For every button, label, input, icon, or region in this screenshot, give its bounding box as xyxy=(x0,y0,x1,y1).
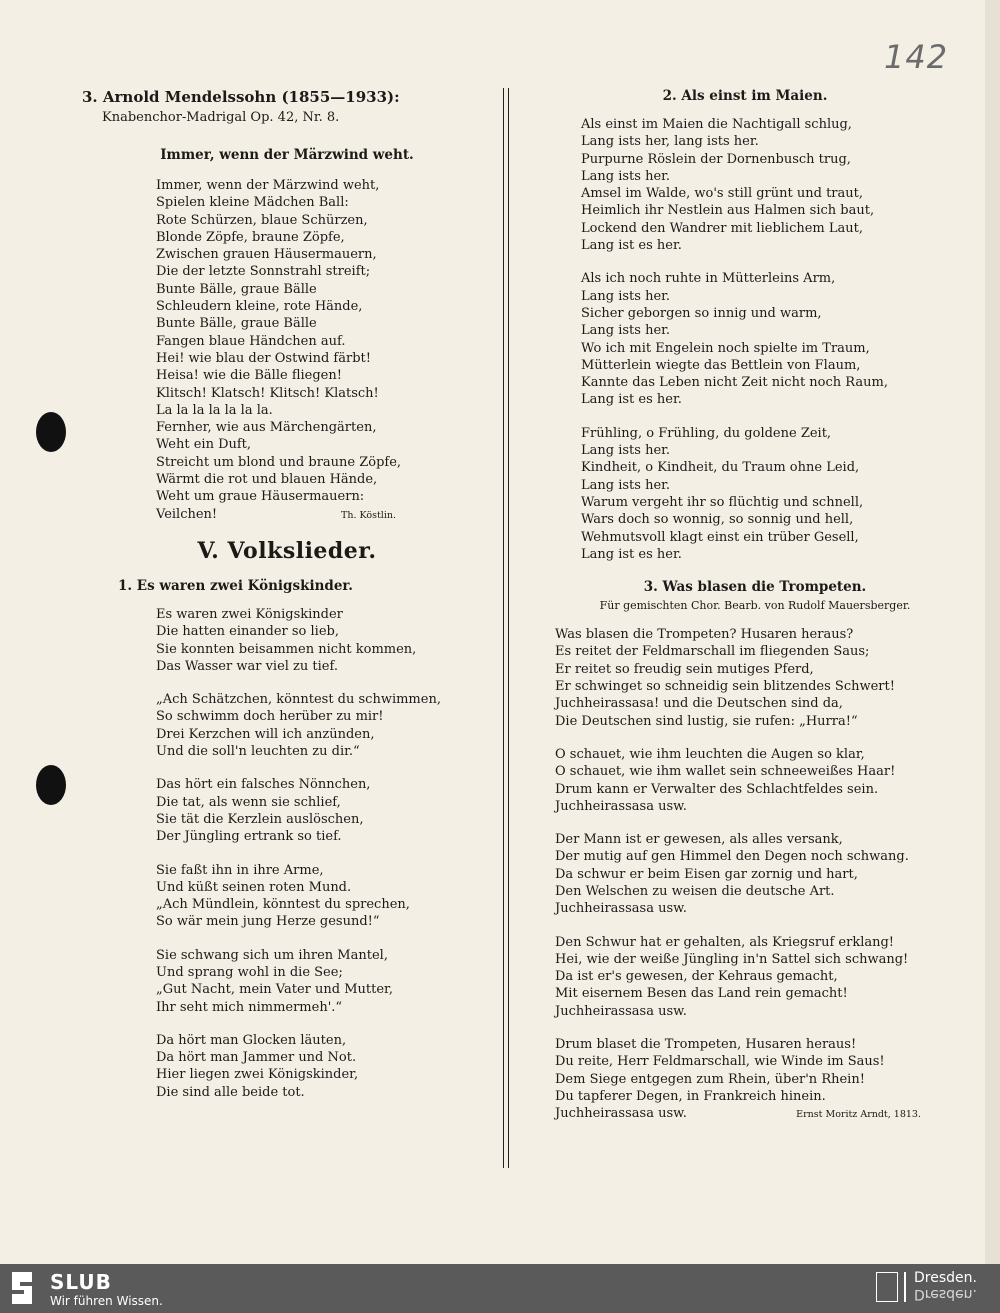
verse-line: Bunte Bälle, graue Bälle xyxy=(156,281,317,297)
verse-line: Sicher geborgen so innig und warm, xyxy=(581,305,822,321)
stanza xyxy=(555,746,955,815)
stanza xyxy=(555,626,955,730)
verse-line: Lang ist es her. xyxy=(581,238,682,254)
song-title: 1. Es waren zwei Königskinder. xyxy=(118,577,353,594)
city-crest-icon xyxy=(876,1272,898,1302)
page-edge xyxy=(985,0,1000,1264)
section-heading: V. Volkslieder. xyxy=(197,537,377,564)
right-column xyxy=(555,88,955,1124)
verse-line: Sie faßt ihn in ihre Arme, xyxy=(156,862,324,878)
footer-bar xyxy=(0,1264,1000,1313)
stanza xyxy=(581,116,955,254)
verse-line: Sie tät die Kerzlein auslöschen, xyxy=(156,811,364,827)
verse-line: Da hört man Jammer und Not. xyxy=(156,1050,357,1066)
verse-line: Lang ists her. xyxy=(581,323,671,339)
verse-line: „Ach Schätzchen, könntest du schwimmen, xyxy=(156,692,441,708)
verse-line: Den Schwur hat er gehalten, als Kriegsruf erklang! xyxy=(555,934,895,950)
stanza xyxy=(156,606,492,675)
punch-hole-bottom xyxy=(36,765,66,805)
verse-line: Hier liegen zwei Königskinder, xyxy=(156,1067,359,1083)
verse-line: Wehmutsvoll klagt einst ein trüber Gesell, xyxy=(581,529,859,545)
verse-line: Lang ists her. xyxy=(581,477,671,493)
verse-line: Warum vergeht ihr so flüchtig und schnell, xyxy=(581,494,864,510)
verse-line: Lang ists her, lang ists her. xyxy=(581,134,759,150)
verse-line: Spielen kleine Mädchen Ball: xyxy=(156,195,349,211)
verse-line: Du reite, Herr Feldmarschall, wie Winde im Saus! xyxy=(555,1054,885,1070)
verse-line: Juchheirassasa usw. xyxy=(555,1003,687,1019)
verse-line: Hei! wie blau der Ostwind färbt! xyxy=(156,350,371,366)
verse-line: Lang ist es her. xyxy=(581,392,682,408)
verse-line: Amsel im Walde, wo's still grünt und traut, xyxy=(581,186,863,202)
verse-line: Frühling, o Frühling, du goldene Zeit, xyxy=(581,425,832,441)
song-last-line: Juchheirassasa usw. xyxy=(555,1106,687,1122)
verse-line: Lang ists her. xyxy=(581,168,671,184)
verse-line: Zwischen grauen Häusermauern, xyxy=(156,247,377,263)
verse-line: Weht um graue Häusermauern: xyxy=(156,489,365,505)
verse-line: Fangen blaue Händchen auf. xyxy=(156,333,346,349)
verse-line: Juchheirassasa! und die Deutschen sind da, xyxy=(555,696,843,712)
verse-line: Weht ein Duft, xyxy=(156,437,252,453)
song-text xyxy=(156,606,492,1101)
verse-line: Und die soll'n leuchten zu dir.“ xyxy=(156,744,360,760)
verse-line: Der Jüngling ertrank so tief. xyxy=(156,829,342,845)
song-title: 3. Was blasen die Trompeten. xyxy=(643,579,867,596)
verse-line: O schauet, wie ihm wallet sein schneeweißes Haar! xyxy=(555,764,896,780)
verse-line: Die tat, als wenn sie schlief, xyxy=(156,794,341,810)
stanza xyxy=(581,425,955,563)
verse-line: Lang ist es her. xyxy=(581,546,682,562)
stanza xyxy=(156,862,492,931)
verse-line: O schauet, wie ihm leuchten die Augen so klar, xyxy=(555,746,865,762)
stanza xyxy=(555,934,955,1020)
verse-line: Rote Schürzen, blaue Schürzen, xyxy=(156,212,368,228)
verse-line: Es waren zwei Königskinder xyxy=(156,606,343,622)
verse-line: Da schwur er beim Eisen gar zornig und hart, xyxy=(555,866,858,882)
footer-city-name: Dresden. xyxy=(914,1270,977,1286)
footer-brand: SLUB xyxy=(50,1270,112,1294)
verse-line: Immer, wenn der Märzwind weht, xyxy=(156,178,380,193)
verse-line: Drum blaset die Trompeten, Husaren heraus! xyxy=(555,1037,857,1053)
verse-line: Heimlich ihr Nestlein aus Halmen sich baut, xyxy=(581,203,875,219)
verse-line: Er schwinget so schneidig sein blitzendes Schwert! xyxy=(555,679,895,695)
column-divider xyxy=(503,88,509,1168)
verse-line: Das hört ein falsches Nönnchen, xyxy=(156,777,371,793)
verse-line: Da ist er's gewesen, der Kehraus gemacht, xyxy=(555,969,838,985)
stanza xyxy=(156,776,492,845)
poem-author: Th. Köstlin. xyxy=(341,509,396,521)
verse-line: Schleudern kleine, rote Hände, xyxy=(156,299,363,315)
page-number: 142 xyxy=(884,38,949,76)
verse-line: „Gut Nacht, mein Vater und Mutter, xyxy=(156,982,393,998)
verse-line: Und sprang wohl in die See; xyxy=(156,964,343,980)
verse-line: Juchheirassasa usw. xyxy=(555,798,687,814)
verse-line: Die Deutschen sind lustig, sie rufen: „Hurra!“ xyxy=(555,713,858,729)
verse-line: Blonde Zöpfe, braune Zöpfe, xyxy=(156,229,345,245)
left-column xyxy=(82,88,492,1101)
song-title: 2. Als einst im Maien. xyxy=(662,88,828,104)
verse-line: Als einst im Maien die Nachtigall schlug, xyxy=(581,117,852,132)
verse-line: Mütterlein wiegte das Bettlein von Flaum, xyxy=(581,357,861,373)
verse-line: La la la la la la la. xyxy=(156,402,273,418)
stanza xyxy=(555,831,955,917)
poem-last-line: Veilchen! xyxy=(156,506,218,522)
verse-line: Da hört man Glocken läuten, xyxy=(156,1032,347,1048)
poem-text xyxy=(156,177,492,506)
song-author: Ernst Moritz Arndt, 1813. xyxy=(796,1109,921,1121)
stanza xyxy=(156,947,492,1016)
footer-city-mirror: Dresden. xyxy=(914,1286,977,1302)
poem-ending xyxy=(156,506,396,524)
stanza xyxy=(581,270,955,408)
verse-line: „Ach Mündlein, könntest du sprechen, xyxy=(156,897,410,913)
verse-line: Kindheit, o Kindheit, du Traum ohne Leid, xyxy=(581,460,860,476)
verse-line: Fernher, wie aus Märchengärten, xyxy=(156,420,377,436)
verse-line: Lang ists her. xyxy=(581,443,671,459)
poem-title: Immer, wenn der Märzwind weht. xyxy=(160,147,414,163)
verse-line: Lockend den Wandrer mit lieblichem Laut, xyxy=(581,220,863,236)
stanza xyxy=(156,691,492,760)
verse-line: Kannte das Leben nicht Zeit nicht noch Raum, xyxy=(581,375,888,391)
verse-line: Wars doch so wonnig, so sonnig und hell, xyxy=(581,512,854,528)
song-subheading: Für gemischten Chor. Bearb. von Rudolf Mauersberger. xyxy=(599,599,911,613)
verse-line: Drei Kerzchen will ich anzünden, xyxy=(156,726,375,742)
verse-line: Ihr seht mich nimmermeh'.“ xyxy=(156,999,343,1015)
verse-line: Streicht um blond und braune Zöpfe, xyxy=(156,454,402,470)
verse-line: Sie schwang sich um ihren Mantel, xyxy=(156,947,388,963)
footer-tagline: Wir führen Wissen. xyxy=(50,1294,163,1308)
crest-separator xyxy=(904,1272,906,1302)
verse-line: Wo ich mit Engelein noch spielte im Traum, xyxy=(581,340,870,356)
verse-line: Klitsch! Klatsch! Klitsch! Klatsch! xyxy=(156,385,379,401)
verse-line: Die hatten einander so lieb, xyxy=(156,624,339,640)
verse-line: Den Welschen zu weisen die deutsche Art. xyxy=(555,883,835,899)
verse-line: Mit eisernem Besen das Land rein gemacht! xyxy=(555,986,848,1002)
verse-line: Juchheirassasa usw. xyxy=(555,901,687,917)
verse-line: Die der letzte Sonnstrahl streift; xyxy=(156,264,371,280)
verse-line: Wärmt die rot und blauen Hände, xyxy=(156,472,378,488)
verse-line: Als ich noch ruhte in Mütterleins Arm, xyxy=(581,271,836,287)
song-text xyxy=(581,116,955,563)
verse-line: Dem Siege entgegen zum Rhein, über'n Rhein! xyxy=(555,1071,865,1087)
verse-line: Die sind alle beide tot. xyxy=(156,1084,305,1100)
verse-line: Sie konnten beisammen nicht kommen, xyxy=(156,641,417,657)
verse-line: Bunte Bälle, graue Bälle xyxy=(156,316,317,332)
verse-line: So wär mein jung Herze gesund!“ xyxy=(156,914,380,930)
verse-line: Was blasen die Trompeten? Husaren heraus? xyxy=(555,627,854,643)
verse-line: Und küßt seinen roten Mund. xyxy=(156,879,352,895)
stanza xyxy=(156,1032,492,1101)
punch-hole-top xyxy=(36,412,66,452)
verse-line: Drum kann er Verwalter des Schlachtfeldes sein. xyxy=(555,781,879,797)
piece-heading: 3. Arnold Mendelssohn (1855—1933): xyxy=(82,88,400,106)
stanza xyxy=(555,1036,955,1105)
verse-line: So schwimm doch herüber zu mir! xyxy=(156,709,384,725)
slub-logo-icon xyxy=(12,1272,32,1304)
song-ending xyxy=(555,1105,921,1123)
piece-subheading: Knabenchor-Madrigal Op. 42, Nr. 8. xyxy=(102,110,340,125)
verse-line: Es reitet der Feldmarschall im fliegenden Saus; xyxy=(555,644,870,660)
verse-line: Du tapferer Degen, in Frankreich hinein. xyxy=(555,1088,826,1104)
verse-line: Das Wasser war viel zu tief. xyxy=(156,658,338,674)
verse-line: Der Mann ist er gewesen, als alles versank, xyxy=(555,832,843,848)
verse-line: Er reitet so freudig sein mutiges Pferd, xyxy=(555,661,814,677)
verse-line: Purpurne Röslein der Dornenbusch trug, xyxy=(581,151,851,167)
footer-city xyxy=(914,1271,977,1301)
song-text xyxy=(555,626,955,1105)
verse-line: Der mutig auf gen Himmel den Degen noch schwang. xyxy=(555,849,909,865)
verse-line: Heisa! wie die Bälle fliegen! xyxy=(156,368,342,384)
verse-line: Lang ists her. xyxy=(581,288,671,304)
verse-line: Hei, wie der weiße Jüngling in'n Sattel sich schwang! xyxy=(555,951,909,967)
